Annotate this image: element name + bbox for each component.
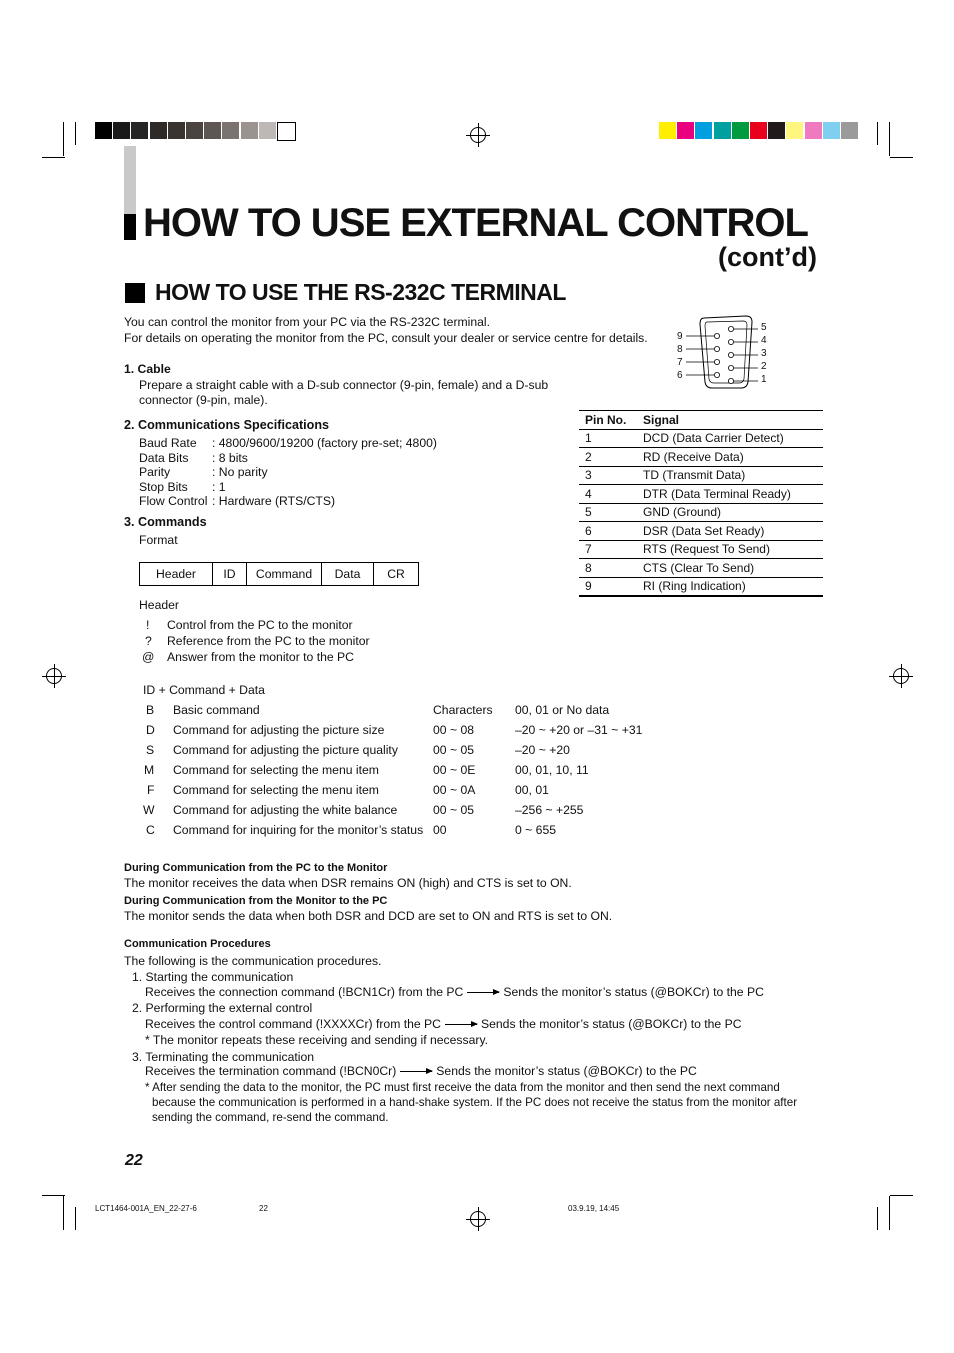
flow-right: Sends the monitor’s status (@BOKCr) to the PC [481, 1017, 742, 1031]
color-swatch [768, 122, 785, 139]
page-subtitle: (cont’d) [718, 242, 817, 272]
format-cell: Data [322, 563, 374, 586]
id-data: 00, 01 [515, 783, 549, 797]
flow-right: Sends the monitor’s status (@BOKCr) to the PC [436, 1064, 697, 1078]
color-swatch [805, 122, 822, 139]
pin-number: 8 [677, 344, 683, 355]
flow-right: Sends the monitor’s status (@BOKCr) to the PC [503, 985, 764, 999]
pin-cell: 6 [579, 522, 637, 541]
title-bullet [124, 214, 136, 240]
id-chars: 00 [433, 823, 447, 837]
table-row [579, 429, 823, 448]
spec-value: : No parity [212, 465, 268, 480]
spec-row [139, 451, 437, 466]
header-desc: Reference from the PC to the monitor [167, 634, 370, 648]
id-data: 00, 01, 10, 11 [515, 763, 589, 777]
table-row [579, 540, 823, 559]
header-symbol: ? [145, 634, 152, 648]
id-desc: Command for adjusting the picture size [173, 723, 385, 737]
color-swatch [131, 122, 148, 139]
note-line: sending the command, re-send the command. [152, 1111, 389, 1124]
spec-label: Baud Rate [139, 436, 197, 450]
id-desc: Command for adjusting the white balance [173, 803, 398, 817]
flow-left: Receives the connection command (!BCN1Cr) from the PC [145, 985, 464, 999]
id-chars: 00 ~ 08 [433, 723, 475, 737]
signal-cell: DCD (Data Carrier Detect) [637, 429, 823, 448]
page-small: 22 [259, 1204, 268, 1213]
table-row [579, 522, 823, 541]
timestamp: 03.9.19, 14:45 [568, 1204, 620, 1213]
monitor-to-pc-heading: During Communication from the Monitor to the PC [124, 895, 388, 907]
step-3: 3. Terminating the communication [132, 1050, 315, 1064]
pin-cell: 1 [579, 429, 637, 448]
color-swatch [113, 122, 130, 139]
registration-mark-icon [46, 668, 62, 684]
monitor-to-pc-text: The monitor sends the data when both DSR and DCD are set to ON and RTS is set to ON. [124, 909, 613, 923]
signal-cell: TD (Transmit Data) [637, 466, 823, 485]
signal-cell: CTS (Clear To Send) [637, 559, 823, 578]
commands-heading: 3. Commands [124, 515, 207, 529]
table-header-row [579, 411, 823, 430]
registration-mark-icon [470, 127, 486, 143]
table-row [579, 466, 823, 485]
id-data: 0 ~ 655 [515, 823, 557, 837]
header-desc: Answer from the monitor to the PC [167, 650, 354, 664]
id-letter: S [146, 743, 155, 757]
arrow-right-icon [445, 1024, 477, 1025]
procedures-heading: Communication Procedures [124, 938, 271, 950]
color-swatch [677, 122, 694, 139]
id-desc: Command for selecting the menu item [173, 783, 379, 797]
spec-value: : Hardware (RTS/CTS) [212, 494, 336, 509]
pin-cell: 8 [579, 559, 637, 578]
cable-heading: 1. Cable [124, 362, 171, 376]
table-header: Signal [637, 411, 823, 430]
pin-cell: 4 [579, 485, 637, 504]
pin-cell: 3 [579, 466, 637, 485]
id-desc: Command for adjusting the picture quality [173, 743, 398, 757]
pc-to-monitor-text: The monitor receives the data when DSR remains ON (high) and CTS is set to ON. [124, 876, 572, 890]
pc-to-monitor-heading: During Communication from the PC to the Monitor [124, 862, 388, 874]
page-number: 22 [125, 1152, 143, 1169]
side-tab [124, 146, 136, 216]
signal-cell: DSR (Data Set Ready) [637, 522, 823, 541]
arrow-right-icon [400, 1071, 432, 1072]
header-desc: Control from the PC to the monitor [167, 618, 353, 632]
signal-cell: RD (Receive Data) [637, 448, 823, 467]
id-chars: 00 ~ 05 [433, 803, 475, 817]
note-line: because the communication is performed in a hand-shake system. If the PC does not receive the status from the monitor after [152, 1096, 798, 1109]
color-swatch [241, 122, 258, 139]
pin-cell: 9 [579, 577, 637, 596]
connector-right-numbers [761, 321, 767, 386]
specs-list [139, 436, 437, 509]
id-letter: D [146, 723, 155, 737]
format-label: Format [139, 533, 178, 547]
procedures-intro: The following is the communication procedures. [124, 954, 382, 968]
id-chars: 00 ~ 05 [433, 743, 475, 757]
table-row [579, 503, 823, 522]
id-desc: Command for inquiring for the monitor’s status [173, 823, 424, 837]
cable-line: Prepare a straight cable with a D-sub connector (9-pin, female) and a D-sub [139, 378, 549, 392]
intro-line: For details on operating the monitor from the PC, consult your dealer or service centre for details. [124, 331, 648, 345]
pin-cell: 5 [579, 503, 637, 522]
color-swatch [823, 122, 840, 139]
step-2: 2. Performing the external control [132, 1001, 313, 1015]
id-chars: 00 ~ 0A [433, 783, 476, 797]
note-line: * After sending the data to the monitor, the PC must first receive the data from the monitor and then send the next command [145, 1081, 780, 1094]
color-swatch [714, 122, 731, 139]
color-swatch [659, 122, 676, 139]
step-2-note: * The monitor repeats these receiving and sending if necessary. [145, 1033, 489, 1047]
cable-line: connector (9-pin, male). [139, 393, 268, 407]
flow-left: Receives the termination command (!BCN0Cr) [145, 1064, 397, 1078]
color-swatch [277, 122, 296, 141]
table-header: Pin No. [579, 411, 637, 430]
table-row [579, 485, 823, 504]
color-swatch [168, 122, 185, 139]
pin-number: 6 [677, 370, 683, 381]
format-table [139, 562, 419, 586]
pin-number: 5 [761, 322, 767, 333]
id-chars: Characters [433, 703, 493, 717]
spec-label: Flow Control [139, 494, 208, 509]
color-swatch [732, 122, 749, 139]
spec-label: Stop Bits [139, 479, 188, 494]
pin-cell: 7 [579, 540, 637, 559]
id-data: –256 ~ +255 [515, 803, 584, 817]
id-data: 00, 01 or No data [515, 703, 610, 717]
pin-table [579, 410, 823, 597]
id-desc: Command for selecting the menu item [173, 763, 379, 777]
spec-row [139, 494, 437, 509]
id-letter: W [143, 803, 155, 817]
spec-value: : 8 bits [212, 450, 248, 465]
intro-line: You can control the monitor from your PC via the RS-232C terminal. [124, 315, 491, 329]
spec-label: Data Bits [139, 450, 189, 465]
signal-cell: RTS (Request To Send) [637, 540, 823, 559]
spec-value: : 1 [212, 479, 226, 494]
cable-text [139, 378, 548, 408]
format-cell: CR [374, 563, 419, 586]
step-1-flow [145, 985, 764, 1000]
pin-number: 3 [761, 348, 767, 359]
color-swatch [95, 122, 112, 139]
section-title: HOW TO USE THE RS-232C TERMINAL [155, 279, 566, 305]
header-symbol: @ [142, 650, 155, 664]
id-chars: 00 ~ 0E [433, 763, 476, 777]
header-symbol: ! [146, 618, 150, 632]
color-swatch [841, 122, 858, 139]
table-row [579, 448, 823, 467]
flow-left: Receives the control command (!XXXXCr) from the PC [145, 1017, 441, 1031]
format-cell: ID [213, 563, 247, 586]
registration-mark-icon [470, 1211, 486, 1227]
header-label: Header [139, 598, 179, 612]
id-letter: C [146, 823, 155, 837]
section-bullet [125, 283, 145, 303]
pin-cell: 2 [579, 448, 637, 467]
pin-number: 1 [761, 374, 767, 385]
page-title: HOW TO USE EXTERNAL CONTROL [143, 201, 808, 245]
format-cell: Header [140, 563, 213, 586]
format-cell: Command [247, 563, 322, 586]
specs-heading: 2. Communications Specifications [124, 418, 330, 432]
id-data: –20 ~ +20 or –31 ~ +31 [515, 723, 643, 737]
color-swatch [204, 122, 221, 139]
signal-cell: GND (Ground) [637, 503, 823, 522]
spec-row [139, 436, 437, 451]
table-row [579, 577, 823, 596]
spec-label: Parity [139, 465, 171, 480]
id-label: ID + Command + Data [143, 683, 265, 697]
pin-number: 2 [761, 361, 767, 372]
color-swatch [750, 122, 767, 139]
registration-mark-icon [893, 668, 909, 684]
id-desc: Basic command [173, 703, 260, 717]
color-swatch [186, 122, 203, 139]
arrow-right-icon [467, 992, 499, 993]
intro-text [124, 315, 648, 346]
final-note [145, 1080, 797, 1125]
color-swatch [259, 122, 276, 139]
file-code: LCT1464-001A_EN_22-27-6 [95, 1204, 197, 1213]
step-1: 1. Starting the communication [132, 970, 294, 984]
color-swatch [786, 122, 803, 139]
spec-row [139, 465, 437, 480]
pin-number: 9 [677, 331, 683, 342]
pin-number: 4 [761, 335, 767, 346]
id-letter: M [144, 763, 155, 777]
dsub-connector-icon [672, 312, 772, 394]
signal-cell: DTR (Data Terminal Ready) [637, 485, 823, 504]
color-swatch [150, 122, 167, 139]
id-data: –20 ~ +20 [515, 743, 570, 757]
color-swatch [222, 122, 239, 139]
step-3-flow [145, 1064, 697, 1079]
pin-number: 7 [677, 357, 683, 368]
step-2-flow [145, 1017, 742, 1032]
spec-value: : 4800/9600/19200 (factory pre-set; 4800) [212, 436, 437, 450]
id-letter: F [147, 783, 155, 797]
connector-left-numbers [677, 330, 683, 382]
id-letter: B [146, 703, 155, 717]
signal-cell: RI (Ring Indication) [637, 577, 823, 596]
color-swatch [695, 122, 712, 139]
table-row [579, 559, 823, 578]
spec-row [139, 480, 437, 495]
